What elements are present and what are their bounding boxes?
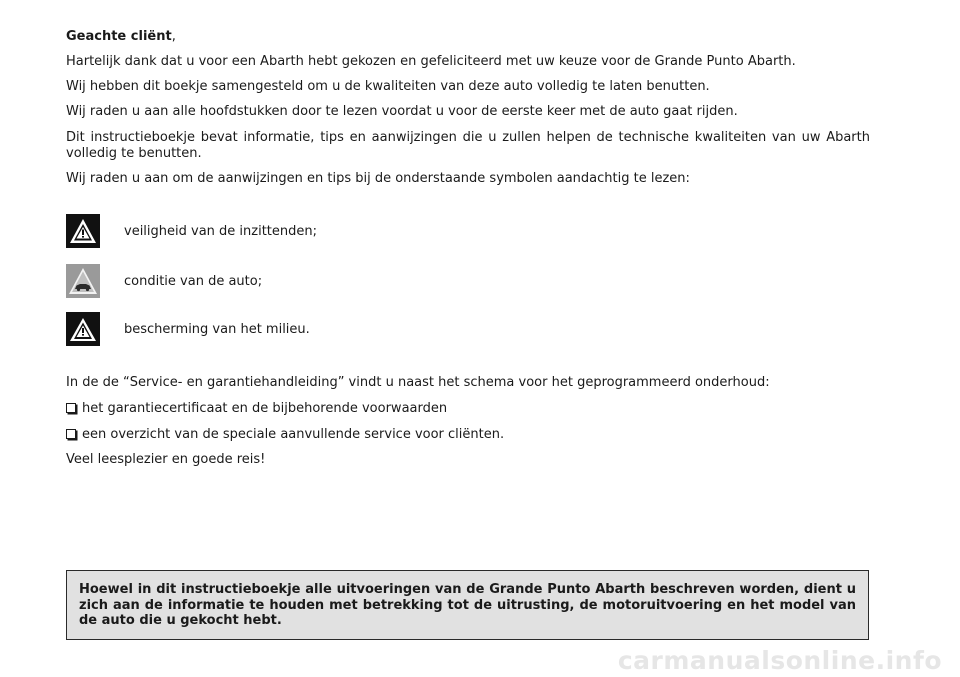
- watermark: carmanualsonline.info: [617, 646, 942, 675]
- checkbox-bullet-icon: [66, 429, 76, 439]
- greeting-punctuation: ,: [171, 29, 176, 44]
- environment-warning-icon: [66, 312, 100, 346]
- greeting: [66, 29, 870, 45]
- intro-paragraph-2: Wij hebben dit boekje samengesteld om u de kwaliteiten van deze auto volledig te laten benutten.: [66, 79, 710, 94]
- symbol-row-vehicle: [66, 264, 870, 300]
- intro-paragraph-5: Wij raden u aan om de aanwijzingen en tips bij de onderstaande symbolen aandachtig te lezen:: [66, 171, 690, 186]
- symbol-row-safety: [66, 214, 870, 250]
- notice-box: [66, 570, 869, 640]
- service-item-2-text: een overzicht van de speciale aanvullende service voor cliënten.: [82, 427, 505, 442]
- checkbox-bullet-icon: [66, 403, 76, 413]
- service-item-1-text: het garantiecertificaat en de bijbehorende voorwaarden: [82, 401, 448, 416]
- symbol-label-vehicle: conditie van de auto;: [124, 274, 263, 289]
- intro-paragraph-1: Hartelijk dank dat u voor een Abarth hebt gekozen en gefeliciteerd met uw keuze voor de Grande Punto Abarth.: [66, 54, 796, 69]
- car-warning-icon: [66, 264, 100, 298]
- service-lead: In de de “Service- en garantiehandleiding” vindt u naast het schema voor het geprogrammeerd onderhoud:: [66, 375, 770, 390]
- closing-line: Veel leesplezier en goede reis!: [66, 452, 266, 467]
- symbol-row-environment: [66, 312, 870, 348]
- intro-paragraph-4: Dit instructieboekje bevat informatie, tips en aanwijzingen die u zullen helpen de technische kwaliteiten van uw Abarth volledig te benutten.: [66, 130, 870, 161]
- symbol-label-safety: veiligheid van de inzittenden;: [124, 224, 318, 239]
- warning-triangle-icon: [66, 214, 100, 248]
- service-item-2: [66, 427, 870, 443]
- notice-text: Hoewel in dit instructieboekje alle uitvoeringen van de Grande Punto Abarth beschreven worden, dient u zich aan de informatie te houden met betrekking tot de uitrusting, de motoruitvoering en het model van de auto die u gekocht hebt.: [79, 582, 856, 628]
- symbol-label-environment: bescherming van het milieu.: [124, 322, 310, 337]
- service-item-1: [66, 401, 870, 417]
- greeting-name: Geachte cliënt: [66, 29, 172, 44]
- intro-paragraph-3: Wij raden u aan alle hoofdstukken door te lezen voordat u voor de eerste keer met de auto gaat rijden.: [66, 104, 738, 119]
